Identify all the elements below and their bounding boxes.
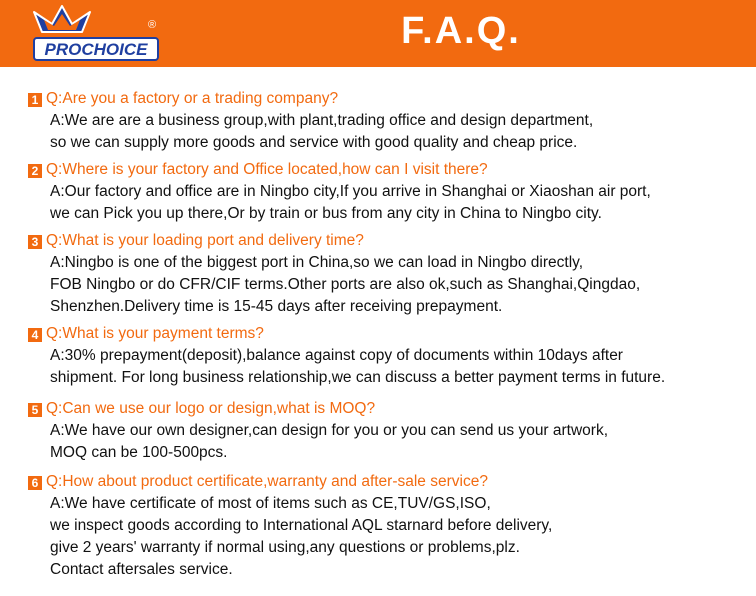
question-number-badge: 1 [28,93,42,107]
answer-line: MOQ can be 100-500pcs. [50,444,228,461]
faq-question [28,231,364,250]
answer-line: A:Ningbo is one of the biggest port in China,so we can load in Ningbo directly, [50,254,584,271]
header-banner [0,0,756,67]
faq-question [28,399,375,418]
question-number-badge: 5 [28,403,42,417]
page-title: F.A.Q. [401,10,521,52]
answer-line: A:We have our own designer,can design for you or you can send us your artwork, [50,422,609,439]
question-text: Q:Where is your factory and Office located,how can I visit there? [46,161,488,178]
faq-question [28,160,488,179]
question-text: Q:How about product certificate,warranty and after-sale service? [46,473,488,490]
brand-wordmark: PROCHOICE [44,40,148,59]
question-text: Q:What is your loading port and delivery time? [46,232,364,249]
answer-line: so we can supply more goods and service with good quality and cheap price. [50,134,578,151]
faq-question [28,324,264,343]
answer-line: A:Our factory and office are in Ningbo city,If you arrive in Shanghai or Xiaoshan air port, [50,183,651,200]
question-text: Q:Can we use our logo or design,what is MOQ? [46,400,376,417]
question-number-badge: 4 [28,328,42,342]
answer-line: shipment. For long business relationship,we can discuss a better payment terms in future. [50,369,666,386]
answer-line: give 2 years' warranty if normal using,any questions or problems,plz. [50,539,520,556]
answer-line: FOB Ningbo or do CFR/CIF terms.Other ports are also ok,such as Shanghai,Qingdao, [50,276,641,293]
answer-line: A:We have certificate of most of items such as CE,TUV/GS,ISO, [50,495,491,512]
faq-question [28,89,338,108]
question-number-badge: 6 [28,476,42,490]
question-number-badge: 2 [28,164,42,178]
answer-line: A:We are are a business group,with plant,trading office and design department, [50,112,594,129]
answer-line: we inspect goods according to International AQL starnard before delivery, [50,517,553,534]
registered-mark: ® [148,19,157,31]
question-text: Q:What is your payment terms? [46,325,264,342]
answer-line: Contact aftersales service. [50,561,233,578]
answer-line: we can Pick you up there,Or by train or bus from any city in China to Ningbo city. [50,205,602,222]
faq-question [28,472,488,491]
question-number-badge: 3 [28,235,42,249]
question-text: Q:Are you a factory or a trading company? [46,90,339,107]
answer-line: A:30% prepayment(deposit),balance against copy of documents within 10days after [50,347,623,364]
answer-line: Shenzhen.Delivery time is 15-45 days after receiving prepayment. [50,298,503,315]
